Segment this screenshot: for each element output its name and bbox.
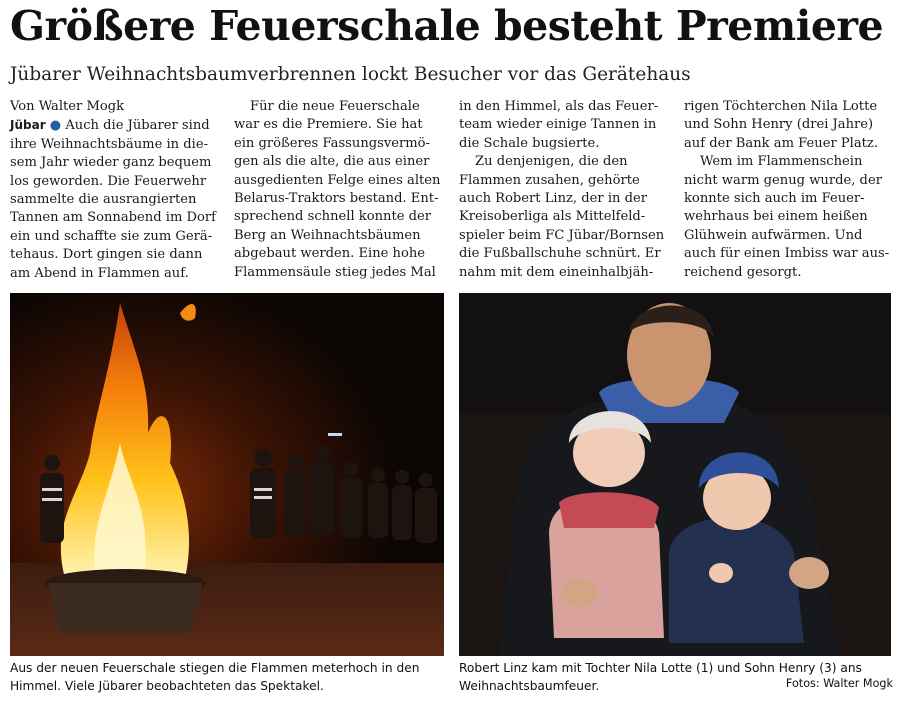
article-column-3 [459, 98, 672, 282]
caption-line: Aus der neuen Feuerschale stiegen die Flammen meterhoch in den [10, 661, 420, 675]
fire-photo [10, 293, 444, 656]
column-line: auf der Bank am Feuer Platz. [684, 135, 878, 151]
column-line: Flammen zusahen, gehörte [459, 172, 640, 188]
family-photo [459, 293, 891, 656]
article-column-4 [684, 98, 897, 282]
column-line: ein größeres Fassungsvermö- [234, 135, 430, 151]
caption-line: Robert Linz kam mit Tochter Nila Lotte (1) und Sohn Henry (3) ans [459, 661, 862, 675]
fire-illustration [10, 293, 444, 656]
column-line: und Sohn Henry (drei Jahre) [684, 117, 874, 133]
family-illustration [459, 293, 891, 656]
column-line: Belarus-Traktors bestand. Ent- [234, 191, 439, 207]
column-line: Für die neue Feuerschale [250, 99, 420, 114]
column-line: sammelte die ausrangierten [10, 192, 197, 208]
article-column-1 [10, 98, 223, 283]
column-line: nicht warm genug wurde, der [684, 172, 882, 188]
dateline-dot-icon: ● [49, 118, 62, 134]
photo-credit: Fotos: Walter Mogk [785, 677, 893, 690]
column-line: Wem im Flammenschein [700, 154, 863, 170]
column-line: die Fußballschuhe schnürt. Er [459, 246, 661, 262]
column-line: wehrhaus bei einem heißen [684, 209, 868, 225]
column-line: nahm mit dem eineinhalbjäh- [459, 264, 654, 280]
dateline-line [10, 116, 223, 135]
column-line: Kreisoberliga als Mittelfeld- [459, 209, 646, 225]
column-line: Zu denjenigen, die den [475, 154, 628, 170]
column-line: spieler beim FC Jübar/Bornsen [459, 227, 665, 243]
column-line: sem Jahr wieder ganz bequem [10, 155, 212, 171]
column-line: tehaus. Dort gingen sie dann [10, 247, 203, 263]
byline: Von Walter Mogk [10, 99, 125, 114]
column-line: Glühwein aufwärmen. Und [684, 227, 863, 243]
column-line: gen als die alte, die aus einer [234, 154, 430, 170]
article-headline: Größere Feuerschale besteht Premiere [10, 2, 884, 50]
column-line: los geworden. Die Feuerwehr [10, 173, 207, 189]
column-line: reichend gesorgt. [684, 264, 802, 280]
column-line: Auch die Jübarer sind [65, 118, 210, 134]
column-line: team wieder einige Tannen in [459, 117, 657, 133]
column-line: ihre Weihnachtsbäume in die- [10, 136, 209, 152]
column-line: Flammensäule stieg jedes Mal [234, 264, 436, 280]
column-line: die Schale bugsierte. [459, 135, 600, 151]
column-line: sprechend schnell konnte der [234, 209, 432, 225]
column-line: Tannen am Sonnabend im Dorf [10, 210, 217, 226]
column-line: abgebaut werden. Eine hohe [234, 246, 426, 262]
dateline: Jübar [10, 118, 46, 133]
column-line: war es die Premiere. Sie hat [234, 117, 423, 133]
caption-line: Himmel. Viele Jübarer beobachteten das Spektakel. [10, 679, 324, 693]
column-line: konnte sich auch im Feuer- [684, 191, 865, 207]
fire-photo-caption [10, 659, 450, 695]
column-line: am Abend in Flammen auf. [10, 265, 189, 281]
column-line: ein und schaffte sie zum Gerä- [10, 228, 213, 244]
column-line: Berg an Weihnachtsbäumen [234, 227, 421, 243]
article-column-2 [234, 98, 447, 282]
column-line: rigen Töchterchen Nila Lotte [684, 99, 878, 114]
column-line: auch für einen Imbiss war aus- [684, 246, 890, 262]
article-subheadline: Jübarer Weihnachtsbaumverbrennen lockt Besucher vor das Gerätehaus [10, 64, 691, 85]
column-line: in den Himmel, als das Feuer- [459, 99, 659, 114]
caption-line: Weihnachtsbaumfeuer. [459, 679, 600, 693]
column-line: auch Robert Linz, der in der [459, 191, 647, 207]
column-line: ausgedienten Felge eines alten [234, 172, 441, 188]
